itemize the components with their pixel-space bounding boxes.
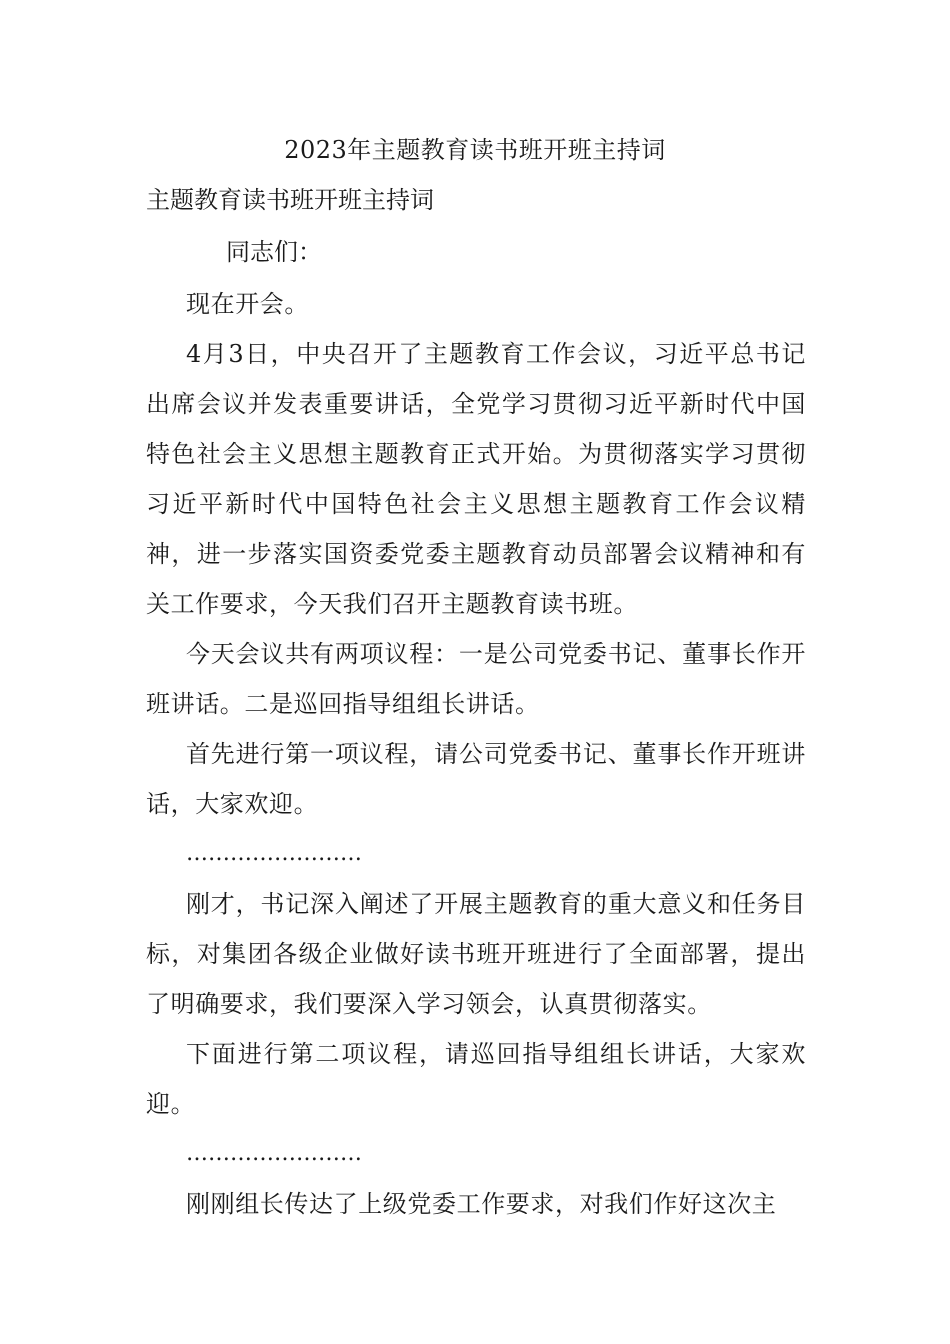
paragraph-first-item: 首先进行第一项议程，请公司党委书记、董事长作开班讲话，大家欢迎。 [146,740,806,818]
paragraph-summary: 刚才，书记深入阐述了开展主题教育的重大意义和任务目标，对集团各级企业做好读书班开班进行了全面部署，提出了明确要求，我们要深入学习领会，认真贯彻落实。 [146,890,806,1018]
ellipsis-separator: …………………… [186,841,362,866]
paragraph-agenda: 今天会议共有两项议程：一是公司党委书记、董事长作开班讲话。二是巡回指导组组长讲话。 [146,640,806,718]
paragraph-opening: 现在开会。 [186,290,309,318]
ellipsis-separator: …………………… [186,1141,362,1166]
paragraph-second-item: 下面进行第二项议程，请巡回指导组组长讲话，大家欢迎。 [146,1040,806,1118]
paragraph-closing-partial: 刚刚组长传达了上级党委工作要求，对我们作好这次主 [186,1190,777,1218]
document-title: 2023年主题教育读书班开班主持词 [284,136,666,164]
document-subtitle: 主题教育读书班开班主持词 [146,186,434,214]
paragraph-background: 4月3日，中央召开了主题教育工作会议，习近平总书记出席会议并发表重要讲话，全党学习贯彻习近平新时代中国特色社会主义思想主题教育正式开始。为贯彻落实学习贯彻习近平新时代中国特色社会主义思想主题教育工作会议精神，进一步落实国资委党委主题教育动员部署会议精神和有关工作要求，今天我们召开主题教育读书班。 [146,340,806,618]
salutation: 同志们： [226,238,322,266]
document-body [146,279,806,1229]
